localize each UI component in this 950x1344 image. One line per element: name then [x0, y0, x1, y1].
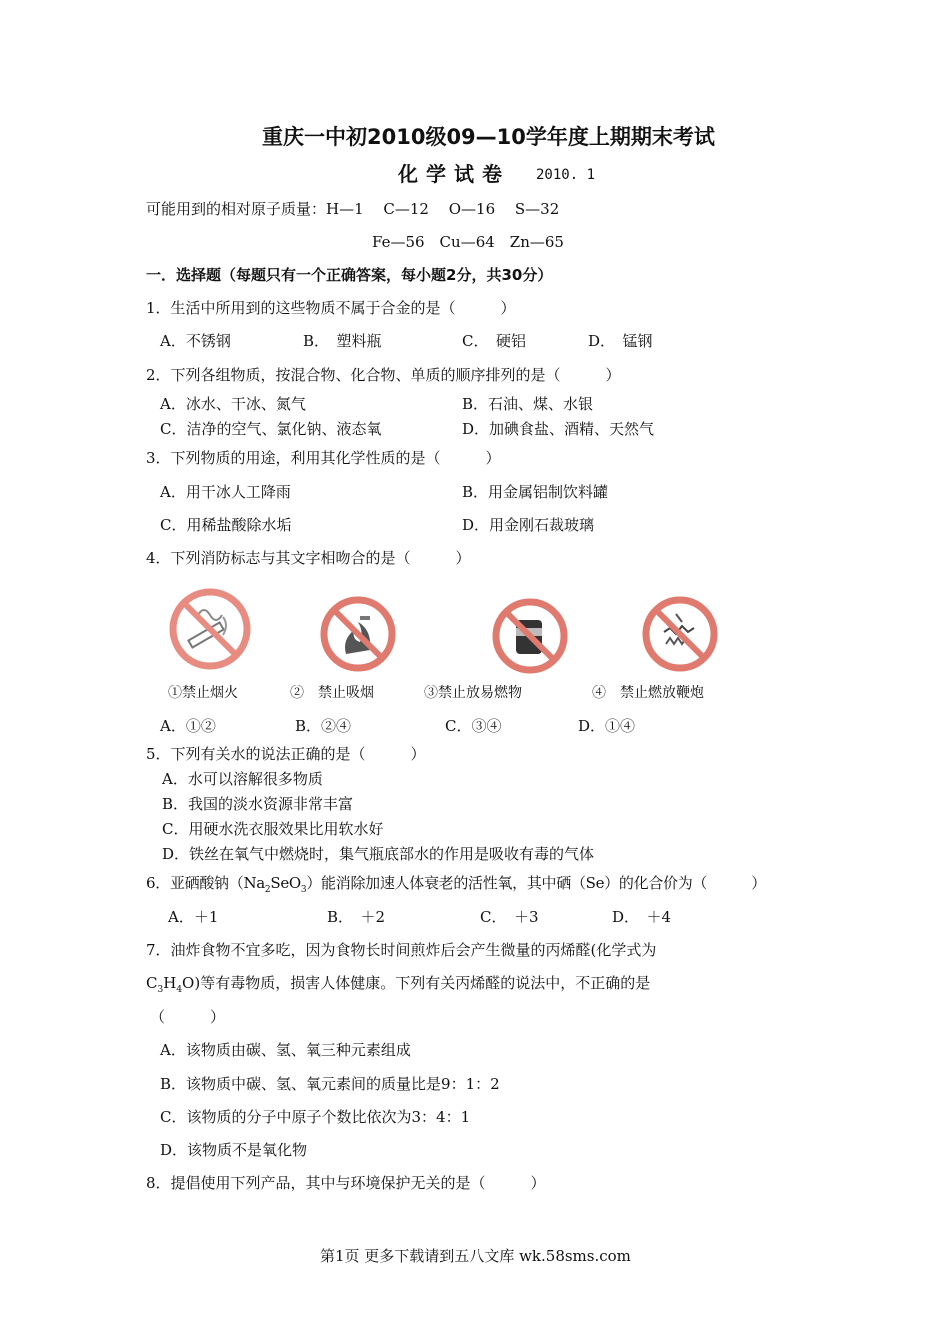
question-3-stem: 3．下列物质的用途，利用其化学性质的是（ ）: [146, 449, 501, 467]
paper-subtitle: 化学试卷: [398, 162, 510, 186]
q3-option-c: C．用稀盐酸除水垢: [160, 516, 292, 534]
question-1-stem: 1．生活中所用到的这些物质不属于合金的是（ ）: [146, 299, 516, 317]
atomic-mass-line2: Fe—56 Cu—64 Zn—65: [372, 233, 564, 251]
sign-3-caption: ③禁止放易燃物: [424, 685, 522, 699]
q3-option-b: B．用金属铝制饮料罐: [462, 483, 609, 501]
q7-option-d: D．该物质不是氧化物: [160, 1141, 308, 1159]
sign-1-caption: ①禁止烟火: [168, 685, 238, 699]
question-6-stem: 6．亚硒酸钠$(Na_2SeO_3)$能消除加速人体衰老的活性氧，其中硒（Se）的化合价为（ ）: [146, 874, 766, 895]
q7-option-b: B．该物质中碳、氢、氧元素间的质量比是9：1：2: [160, 1075, 500, 1093]
q6-option-d: D． ＋4: [612, 908, 672, 926]
q2-option-a: A．冰水、干冰、氮气: [160, 395, 306, 413]
q1-option-d: D． 锰钢: [588, 332, 653, 350]
q3-option-d: D．用金刚石裁玻璃: [462, 516, 595, 534]
q1-option-a: A．不锈钢: [160, 332, 231, 350]
q2-option-d: D．加碘食盐、酒精、天然气: [462, 420, 655, 438]
exam-date: 2010. 1: [536, 167, 596, 183]
q6-option-c: C． ＋3: [480, 908, 539, 926]
no-fireworks-sign-icon: [638, 592, 722, 676]
q4-option-d: D．①④: [578, 717, 636, 735]
no-flammable-sign-icon: [488, 594, 572, 678]
q4-option-b: B．②④: [295, 717, 352, 735]
question-5-stem: 5．下列有关水的说法正确的是（ ）: [146, 745, 426, 763]
q4-option-c: C．③④: [445, 717, 502, 735]
question-7-paren: （ ）: [150, 1008, 226, 1026]
sign-4-caption: ④ 禁止燃放鞭炮: [592, 685, 704, 699]
q1-option-b: B． 塑料瓶: [303, 332, 382, 350]
sign-2-caption: ② 禁止吸烟: [290, 685, 374, 699]
page-footer: 第1页 更多下载请到五八文库 wk.58sms.com: [320, 1247, 631, 1265]
question-7-line1: 7．油炸食物不宜多吃，因为食物长时间煎炸后会产生微量的丙烯醛(化学式为: [146, 941, 657, 959]
question-4-stem: 4．下列消防标志与其文字相吻合的是（ ）: [146, 549, 471, 567]
q7-option-a: A．该物质由碳、氢、氧三种元素组成: [160, 1041, 411, 1059]
q2-option-b: B．石油、煤、水银: [462, 395, 594, 413]
q6-option-b: B． ＋2: [327, 908, 386, 926]
question-7-line2: $C_3H_4O$)等有毒物质，损害人体健康。下列有关丙烯醛的说法中，不正确的是: [146, 974, 651, 995]
q5-option-d: D．铁丝在氧气中燃烧时，集气瓶底部水的作用是吸收有毒的气体: [162, 845, 595, 863]
q3-option-a: A．用干冰人工降雨: [160, 483, 291, 501]
no-open-flame-sign-icon: [316, 592, 400, 676]
atomic-mass-line1: 可能用到的相对原子质量：H—1 C—12 O—16 S—32: [146, 200, 560, 218]
q6-option-a: A．＋1: [168, 908, 219, 926]
no-smoking-sign-icon: [168, 587, 252, 671]
q2-option-c: C．洁净的空气、氯化钠、液态氧: [160, 420, 382, 438]
q4-option-a: A．①②: [160, 717, 216, 735]
q5-option-b: B．我国的淡水资源非常丰富: [162, 795, 354, 813]
exam-title: 重庆一中初2010级09—10学年度上期期末考试: [262, 125, 715, 149]
question-2-stem: 2．下列各组物质，按混合物、化合物、单质的顺序排列的是（ ）: [146, 366, 621, 384]
q5-option-a: A．水可以溶解很多物质: [162, 770, 323, 788]
q1-option-c: C． 硬铝: [462, 332, 526, 350]
section-heading: 一．选择题（每题只有一个正确答案，每小题2分，共30分）: [146, 266, 553, 284]
question-8-stem: 8．提倡使用下列产品，其中与环境保护无关的是（ ）: [146, 1174, 546, 1192]
q5-option-c: C．用硬水洗衣服效果比用软水好: [162, 820, 384, 838]
q7-option-c: C．该物质的分子中原子个数比依次为3：4：1: [160, 1108, 471, 1126]
